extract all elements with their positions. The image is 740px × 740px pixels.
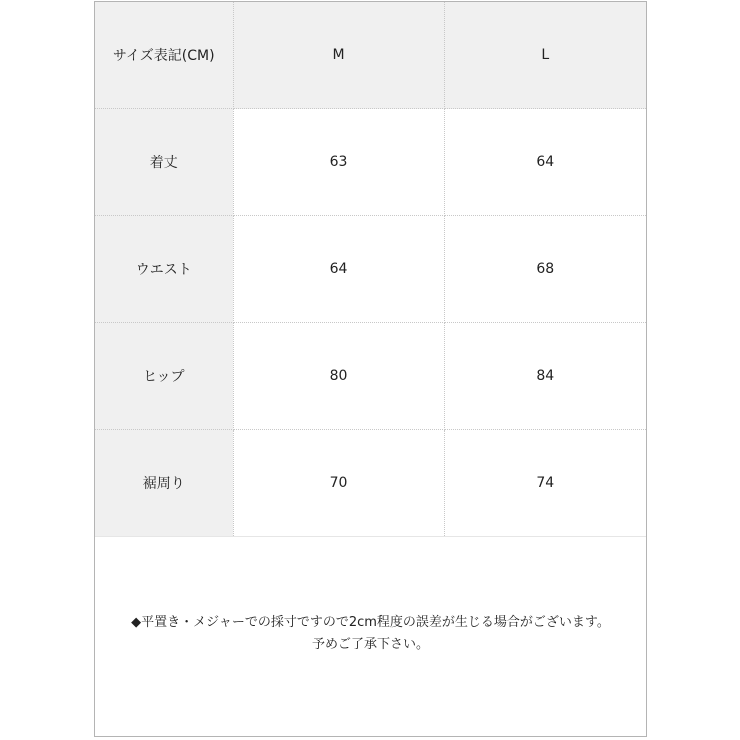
table-header-row bbox=[95, 2, 646, 109]
row-label: 裾周り bbox=[95, 430, 233, 537]
table-row bbox=[95, 109, 646, 216]
cell-m: 64 bbox=[233, 216, 444, 323]
row-label: ヒップ bbox=[95, 323, 233, 430]
measurement-note bbox=[95, 612, 646, 656]
note-line-1: ◆平置き・メジャーでの採寸ですので2cm程度の誤差が生じる場合がございます。 bbox=[131, 615, 610, 630]
cell-l: 64 bbox=[444, 109, 646, 216]
note-line-2: 予めご了承下さい。 bbox=[311, 637, 429, 652]
cell-l: 84 bbox=[444, 323, 646, 430]
size-table bbox=[95, 2, 646, 537]
cell-m: 63 bbox=[233, 109, 444, 216]
row-label: 着丈 bbox=[95, 109, 233, 216]
table-row bbox=[95, 216, 646, 323]
cell-l: 74 bbox=[444, 430, 646, 537]
cell-m: 80 bbox=[233, 323, 444, 430]
header-size-label: サイズ表記(CM) bbox=[95, 2, 233, 109]
header-size-m: M bbox=[233, 2, 444, 109]
row-label: ウエスト bbox=[95, 216, 233, 323]
cell-m: 70 bbox=[233, 430, 444, 537]
table-row bbox=[95, 323, 646, 430]
table-row bbox=[95, 430, 646, 537]
cell-l: 68 bbox=[444, 216, 646, 323]
header-size-l: L bbox=[444, 2, 646, 109]
size-chart-frame bbox=[94, 1, 647, 737]
